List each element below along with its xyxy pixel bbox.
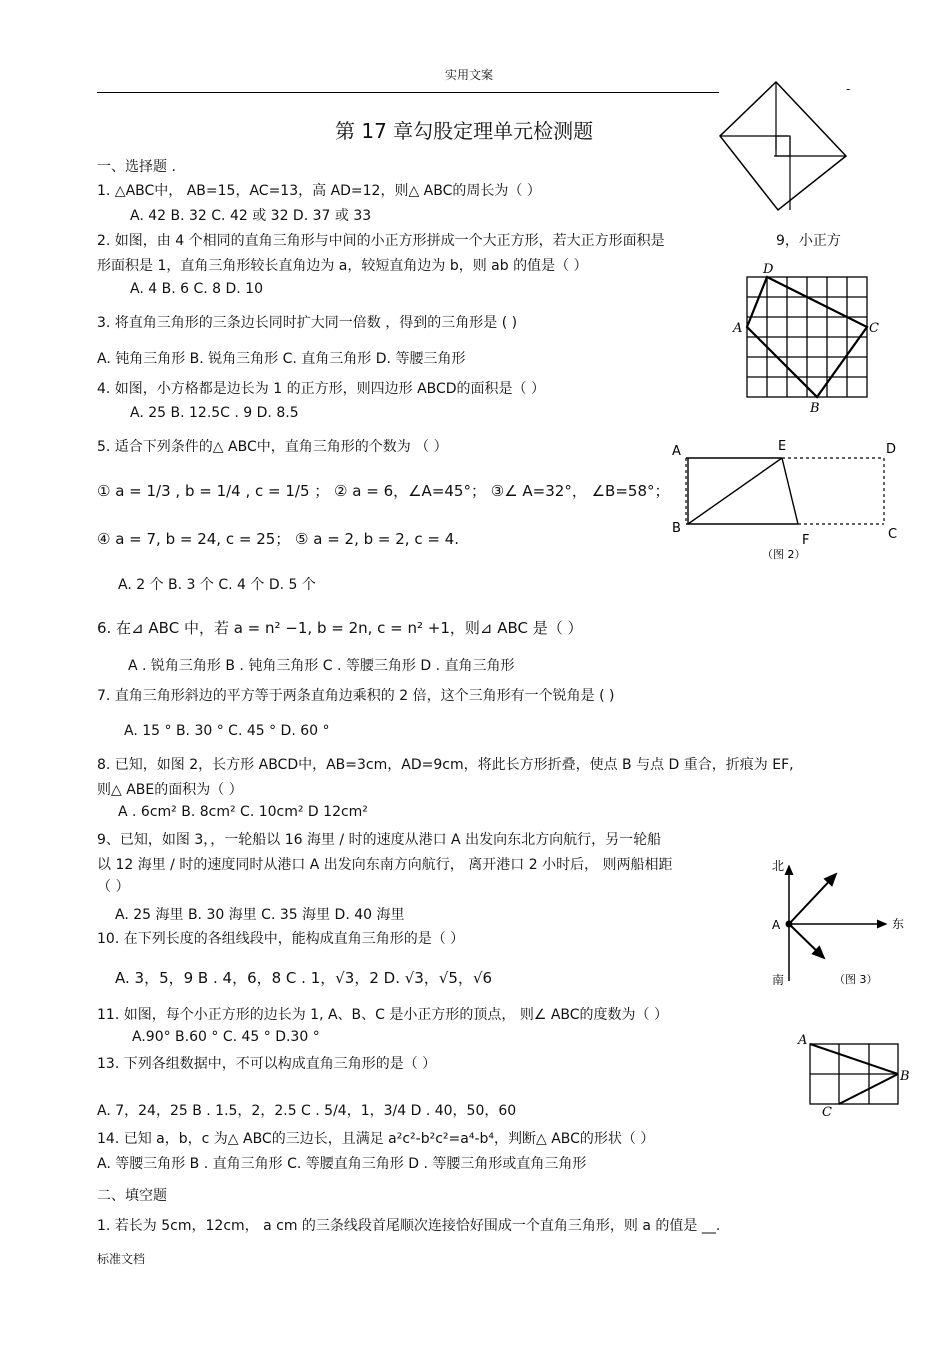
question-4: 4. 如图，小方格都是边长为 1 的正方形，则四边形 ABCD的面积是（ ） (97, 381, 546, 397)
question-1: 1. △ABC中， AB=15，AC=13，高 AD=12，则△ ABC的周长为（ ） (97, 183, 541, 199)
question-5-options: A. 2 个 B. 3 个 C. 4 个 D. 5 个 (118, 577, 316, 593)
header-text: 实用文案 (445, 68, 494, 82)
question-8: 8. 已知，如图 2，长方形 ABCD中，AB=3cm，AD=9cm，将此长方形折叠，使点 B 与点 D 重合，折痕为 EF, (97, 757, 794, 773)
small-label-a: A (798, 1033, 808, 1048)
question-13-options: A. 7，24，25 B . 1.5，2，2.5 C . 5/4，1，3/4 D . 40，50，60 (97, 1103, 517, 1119)
question-14-options: A. 等腰三角形 B . 直角三角形 C. 等腰直角三角形 D . 等腰三角形或直角三角形 (97, 1156, 587, 1172)
question-9: 9、已知，如图 3，，一轮船以 16 海里 / 时的速度从港口 A 出发向东北方向航行，另一轮船 (97, 832, 662, 848)
question-6: 6. 在⊿ ABC 中，若 a = n² −1, b = 2n, c = n² +1，则⊿ ABC 是（ ） (97, 619, 583, 637)
rect-label-e: E (778, 439, 787, 454)
question-6-options: A . 锐角三角形 B . 钝角三角形 C . 等腰三角形 D . 直角三角形 (128, 658, 515, 674)
question-8-options: A . 6cm² B. 8cm² C. 10cm² D 12cm² (118, 804, 368, 820)
rect-label-b: B (672, 521, 681, 536)
page-title: 第 17 章勾股定理单元检测题 (335, 119, 594, 143)
section-heading-choice: 一、选择题 . (97, 159, 176, 175)
compass-label-a: A (772, 918, 781, 932)
section-heading-fill: 二、填空题 (97, 1188, 167, 1204)
folded-rectangle-figure (668, 438, 904, 568)
compass-caption: （图 3） (834, 973, 878, 986)
question-1-options: A. 42 B. 32 C. 42 或 32 D. 37 或 33 (130, 208, 372, 224)
rect-label-a: A (672, 444, 681, 459)
question-2: 2. 如图，由 4 个相同的直角三角形与中间的小正方形拼成一个大正方形，若大正方形面积是 (97, 233, 665, 249)
compass-label-north: 北 (772, 859, 785, 873)
question-9-paren: （ ） (97, 879, 130, 895)
question-11: 11. 如图，每个小正方形的边长为 1, A、B、C 是小正方形的顶点， 则∠ ABC的度数为（ ） (97, 1007, 668, 1023)
small-grid-figure (792, 1030, 916, 1120)
question-4-options: A. 25 B. 12.5C . 9 D. 8.5 (130, 405, 299, 421)
small-label-c: C (822, 1105, 832, 1120)
grid-label-d: D (763, 262, 774, 277)
question-13: 13. 下列各组数据中，不可以构成直角三角形的是（ ） (97, 1056, 437, 1072)
question-9-options: A. 25 海里 B. 30 海里 C. 35 海里 D. 40 海里 (115, 907, 405, 923)
question-8-cont: 则△ ABE的面积为（ ） (97, 782, 243, 798)
rect-label-f: F (802, 533, 810, 548)
compass-label-east: 东 (892, 917, 905, 931)
question-11-options: A.90° B.60 ° C. 45 ° D.30 ° (132, 1029, 320, 1045)
rect-label-d: D (886, 442, 897, 457)
footer-text: 标准文档 (97, 1252, 146, 1266)
question-10: 10. 在下列长度的各组线段中，能构成直角三角形的是（ ） (97, 931, 465, 947)
question-5-conditions-1: ① a = 1/3 , b = 1/4 , c = 1/5 ； ② a = 6，∠A=45°； ③∠ A=32°， ∠B=58°； (97, 482, 670, 500)
small-label-b: B (900, 1069, 910, 1084)
rect-caption: （图 2） (762, 548, 806, 561)
question-7: 7. 直角三角形斜边的平方等于两条直角边乘积的 2 倍，这个三角形有一个锐角是 ( ) (97, 688, 615, 704)
fill-question-1: 1. 若长为 5cm，12cm， a cm 的三条线段首尾顺次连接恰好围成一个直角三角形，则 a 的值是 __. (97, 1218, 721, 1234)
grid-label-a: A (733, 321, 743, 336)
question-2-cont: 形面积是 1，直角三角形较长直角边为 a，较短直角边为 b，则 ab 的值是（ ） (97, 258, 588, 274)
question-10-options: A. 3，5，9 B . 4，6，8 C . 1，√3，2 D. √3，√5，√6 (115, 969, 493, 987)
question-5-conditions-2: ④ a = 7, b = 24, c = 25； ⑤ a = 2, b = 2, c = 4. (97, 530, 460, 548)
question-5: 5. 适合下列条件的△ ABC中，直角三角形的个数为 （ ） (97, 439, 448, 455)
question-7-options: A. 15 ° B. 30 ° C. 45 ° D. 60 ° (124, 723, 330, 739)
header-mark: - (846, 82, 851, 96)
grid-quadrilateral-figure (730, 260, 880, 418)
question-3-options: A. 钝角三角形 B. 锐角三角形 C. 直角三角形 D. 等腰三角形 (97, 351, 466, 367)
question-3: 3. 将直角三角形的三条边长同时扩大同一倍数 ，得到的三角形是 ( ) (97, 315, 518, 331)
question-2-options: A. 4 B. 6 C. 8 D. 10 (130, 281, 263, 297)
pythagoras-square-figure (718, 80, 851, 212)
compass-label-south: 南 (772, 973, 785, 987)
grid-label-b: B (810, 401, 820, 416)
header-rule (97, 92, 719, 93)
grid-label-c: C (869, 321, 879, 336)
rect-label-c: C (888, 527, 898, 542)
compass-figure (768, 856, 918, 990)
question-9-cont: 以 12 海里 / 时的速度同时从港口 A 出发向东南方向航行， 离开港口 2 小时后， 则两船相距 (97, 857, 673, 873)
question-14: 14. 已知 a，b，c 为△ ABC的三边长，且满足 a²c²-b²c²=a⁴-b⁴，判断△ ABC的形状（ ） (97, 1131, 655, 1147)
question-2-side: 9，小正方 (776, 233, 841, 249)
